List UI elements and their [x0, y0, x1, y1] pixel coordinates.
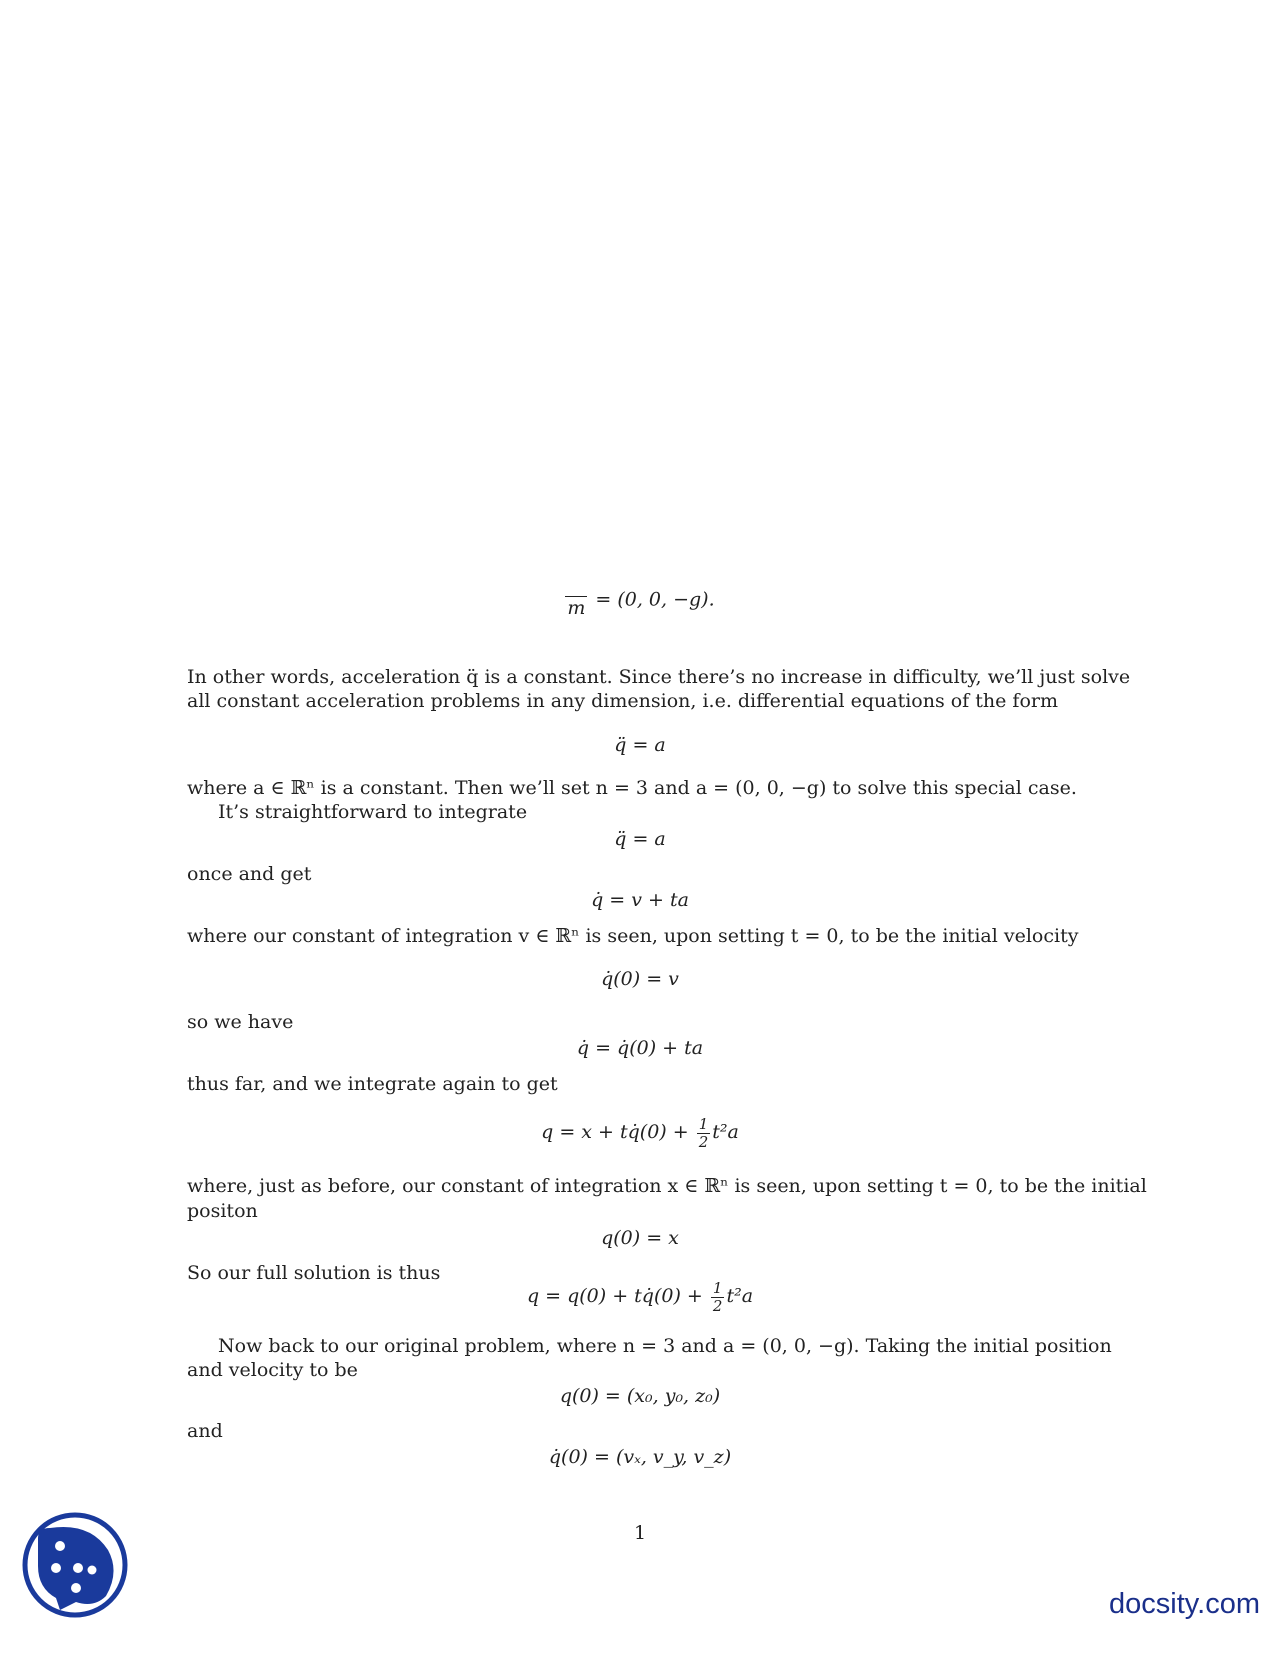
paragraph-line: It’s straightforward to integrate [218, 801, 528, 823]
equation-top: m = (0, 0, −g). [187, 582, 1093, 619]
paragraph-line: where our constant of integration v ∈ ℝⁿ is seen, upon setting t = 0, to be the initial velocity [187, 925, 1079, 947]
paragraph-line: all constant acceleration problems in any dimension, i.e. differential equations of the form [187, 690, 1058, 712]
paragraph-line: In other words, acceleration q̈ is a constant. Since there’s no increase in difficulty, we’ll just solve [187, 666, 1131, 688]
fraction-one-half: $\frac{1}{2}$ [712, 1278, 723, 1315]
fraction-one-half: $\frac{1}{2}$ [698, 1114, 709, 1151]
equation: q̈ = a [614, 828, 666, 850]
equation: q̈ = a [614, 734, 666, 756]
paragraph-line: where a ∈ ℝⁿ is a constant. Then we’ll set n = 3 and a = (0, 0, −g) to solve this special case. [187, 777, 1077, 799]
page-number: 1 [633, 1522, 647, 1544]
equation: q̇ = q̇(0) + ta [576, 1037, 704, 1059]
equation: q(0) = (x₀, y₀, z₀) [559, 1385, 721, 1407]
equation-with-fraction: q = x + tq̇(0) + $\frac{1}{2}$ t²a [541, 1114, 739, 1151]
equation: q(0) = x [601, 1227, 679, 1249]
paragraph-line: and [187, 1420, 223, 1442]
paragraph-line: Now back to our original problem, where n = 3 and a = (0, 0, −g). Taking the initial position [218, 1335, 1112, 1357]
paragraph-line: and velocity to be [187, 1359, 358, 1381]
equation: q̇ = v + ta [591, 889, 689, 911]
docsity-logo-icon [20, 1510, 130, 1620]
paragraph-line: where, just as before, our constant of integration x ∈ ℝⁿ is seen, upon setting t = 0, to be the initial [187, 1175, 1147, 1197]
equation: q̇(0) = v [601, 968, 679, 990]
paragraph-line: positon [187, 1200, 258, 1222]
equation: q̇(0) = (vₓ, v_y, v_z) [548, 1446, 732, 1468]
paragraph-line: So our full solution is thus [187, 1262, 441, 1284]
paragraph-line: once and get [187, 863, 312, 885]
equation-with-fraction: q = q(0) + tq̇(0) + $\frac{1}{2}$ t²a [526, 1278, 754, 1315]
brand-name[interactable]: docsity.com [1109, 1588, 1260, 1620]
paragraph-line: thus far, and we integrate again to get [187, 1073, 558, 1095]
fraction-top: m [565, 582, 587, 619]
paragraph-line: so we have [187, 1011, 294, 1033]
